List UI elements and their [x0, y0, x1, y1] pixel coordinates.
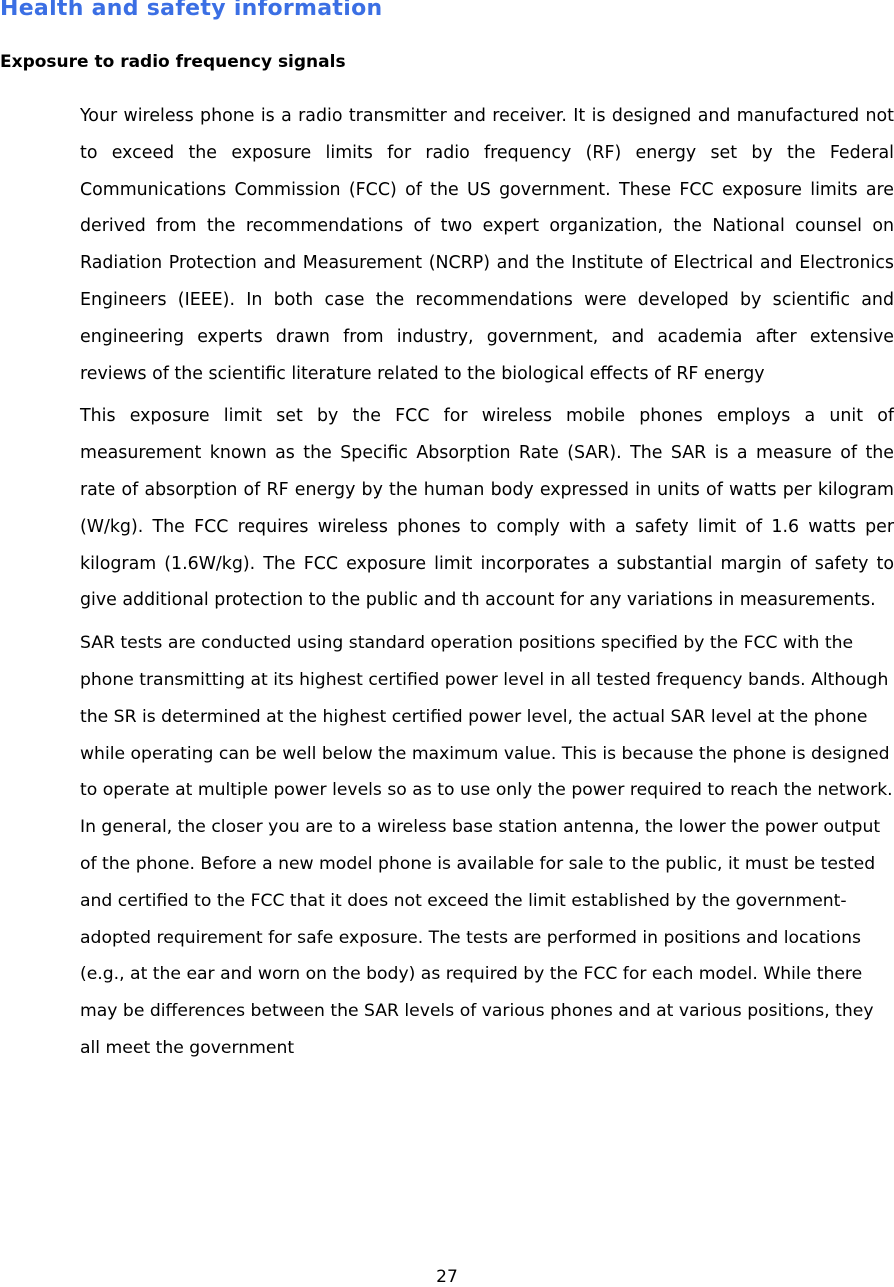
- paragraph-sar-tests: SAR tests are conducted using standard operation positions specified by the FCC with the phone transmitting at its highest certified power level in all tested frequency bands. Although the SR is determined at the highest certified power level, the actual SAR level at the phone while operating can be well below the maximum value. This is because the phone is designed to operate at multiple power levels so as to use only the power required to reach the network. In general, the closer you are to a wireless base station antenna, the lower the power output of the phone. Before a new model phone is available for sale to the public, it must be tested and certified to the FCC that it does not exceed the limit established by the government-adopted requirement for safe exposure. The tests are performed in positions and locations (e.g., at the ear and worn on the body) as required by the FCC for each model. While there may be differences between the SAR levels of various phones and at various positions, they all meet the government: [80, 633, 893, 1058]
- body-text: [80, 98, 894, 1067]
- page-title: Health and safety information: [0, 0, 383, 21]
- paragraph-sar-limit: This exposure limit set by the FCC for wireless mobile phones employs a unit of measurement known as the Specific Absorption Rate (SAR). The SAR is a measure of the rate of absorption of RF energy by the human body expressed in units of watts per kilogram (W/kg). The FCC requires wireless phones to comply with a safety limit of 1.6 watts per kilogram (1.6W/kg). The FCC exposure limit incorporates a substantial margin of safety to give additional protection to the public and th account for any variations in measurements.: [80, 406, 894, 611]
- page-number: 27: [436, 1267, 458, 1287]
- section-heading: Exposure to radio frequency signals: [0, 52, 346, 72]
- paragraph-rf-exposure: Your wireless phone is a radio transmitter and receiver. It is designed and manufactured not to exceed the exposure limits for radio frequency (RF) energy set by the Federal Communications Commission (FCC) of the US government. These FCC exposure limits are derived from the recommendations of two expert organization, the National counsel on Radiation Protection and Measurement (NCRP) and the Institute of Electrical and Electronics Engineers (IEEE). In both case the recommendations were developed by scientific and engineering experts drawn from industry, government, and academia after extensive reviews of the scientific literature related to the biological effects of RF energy: [80, 106, 894, 384]
